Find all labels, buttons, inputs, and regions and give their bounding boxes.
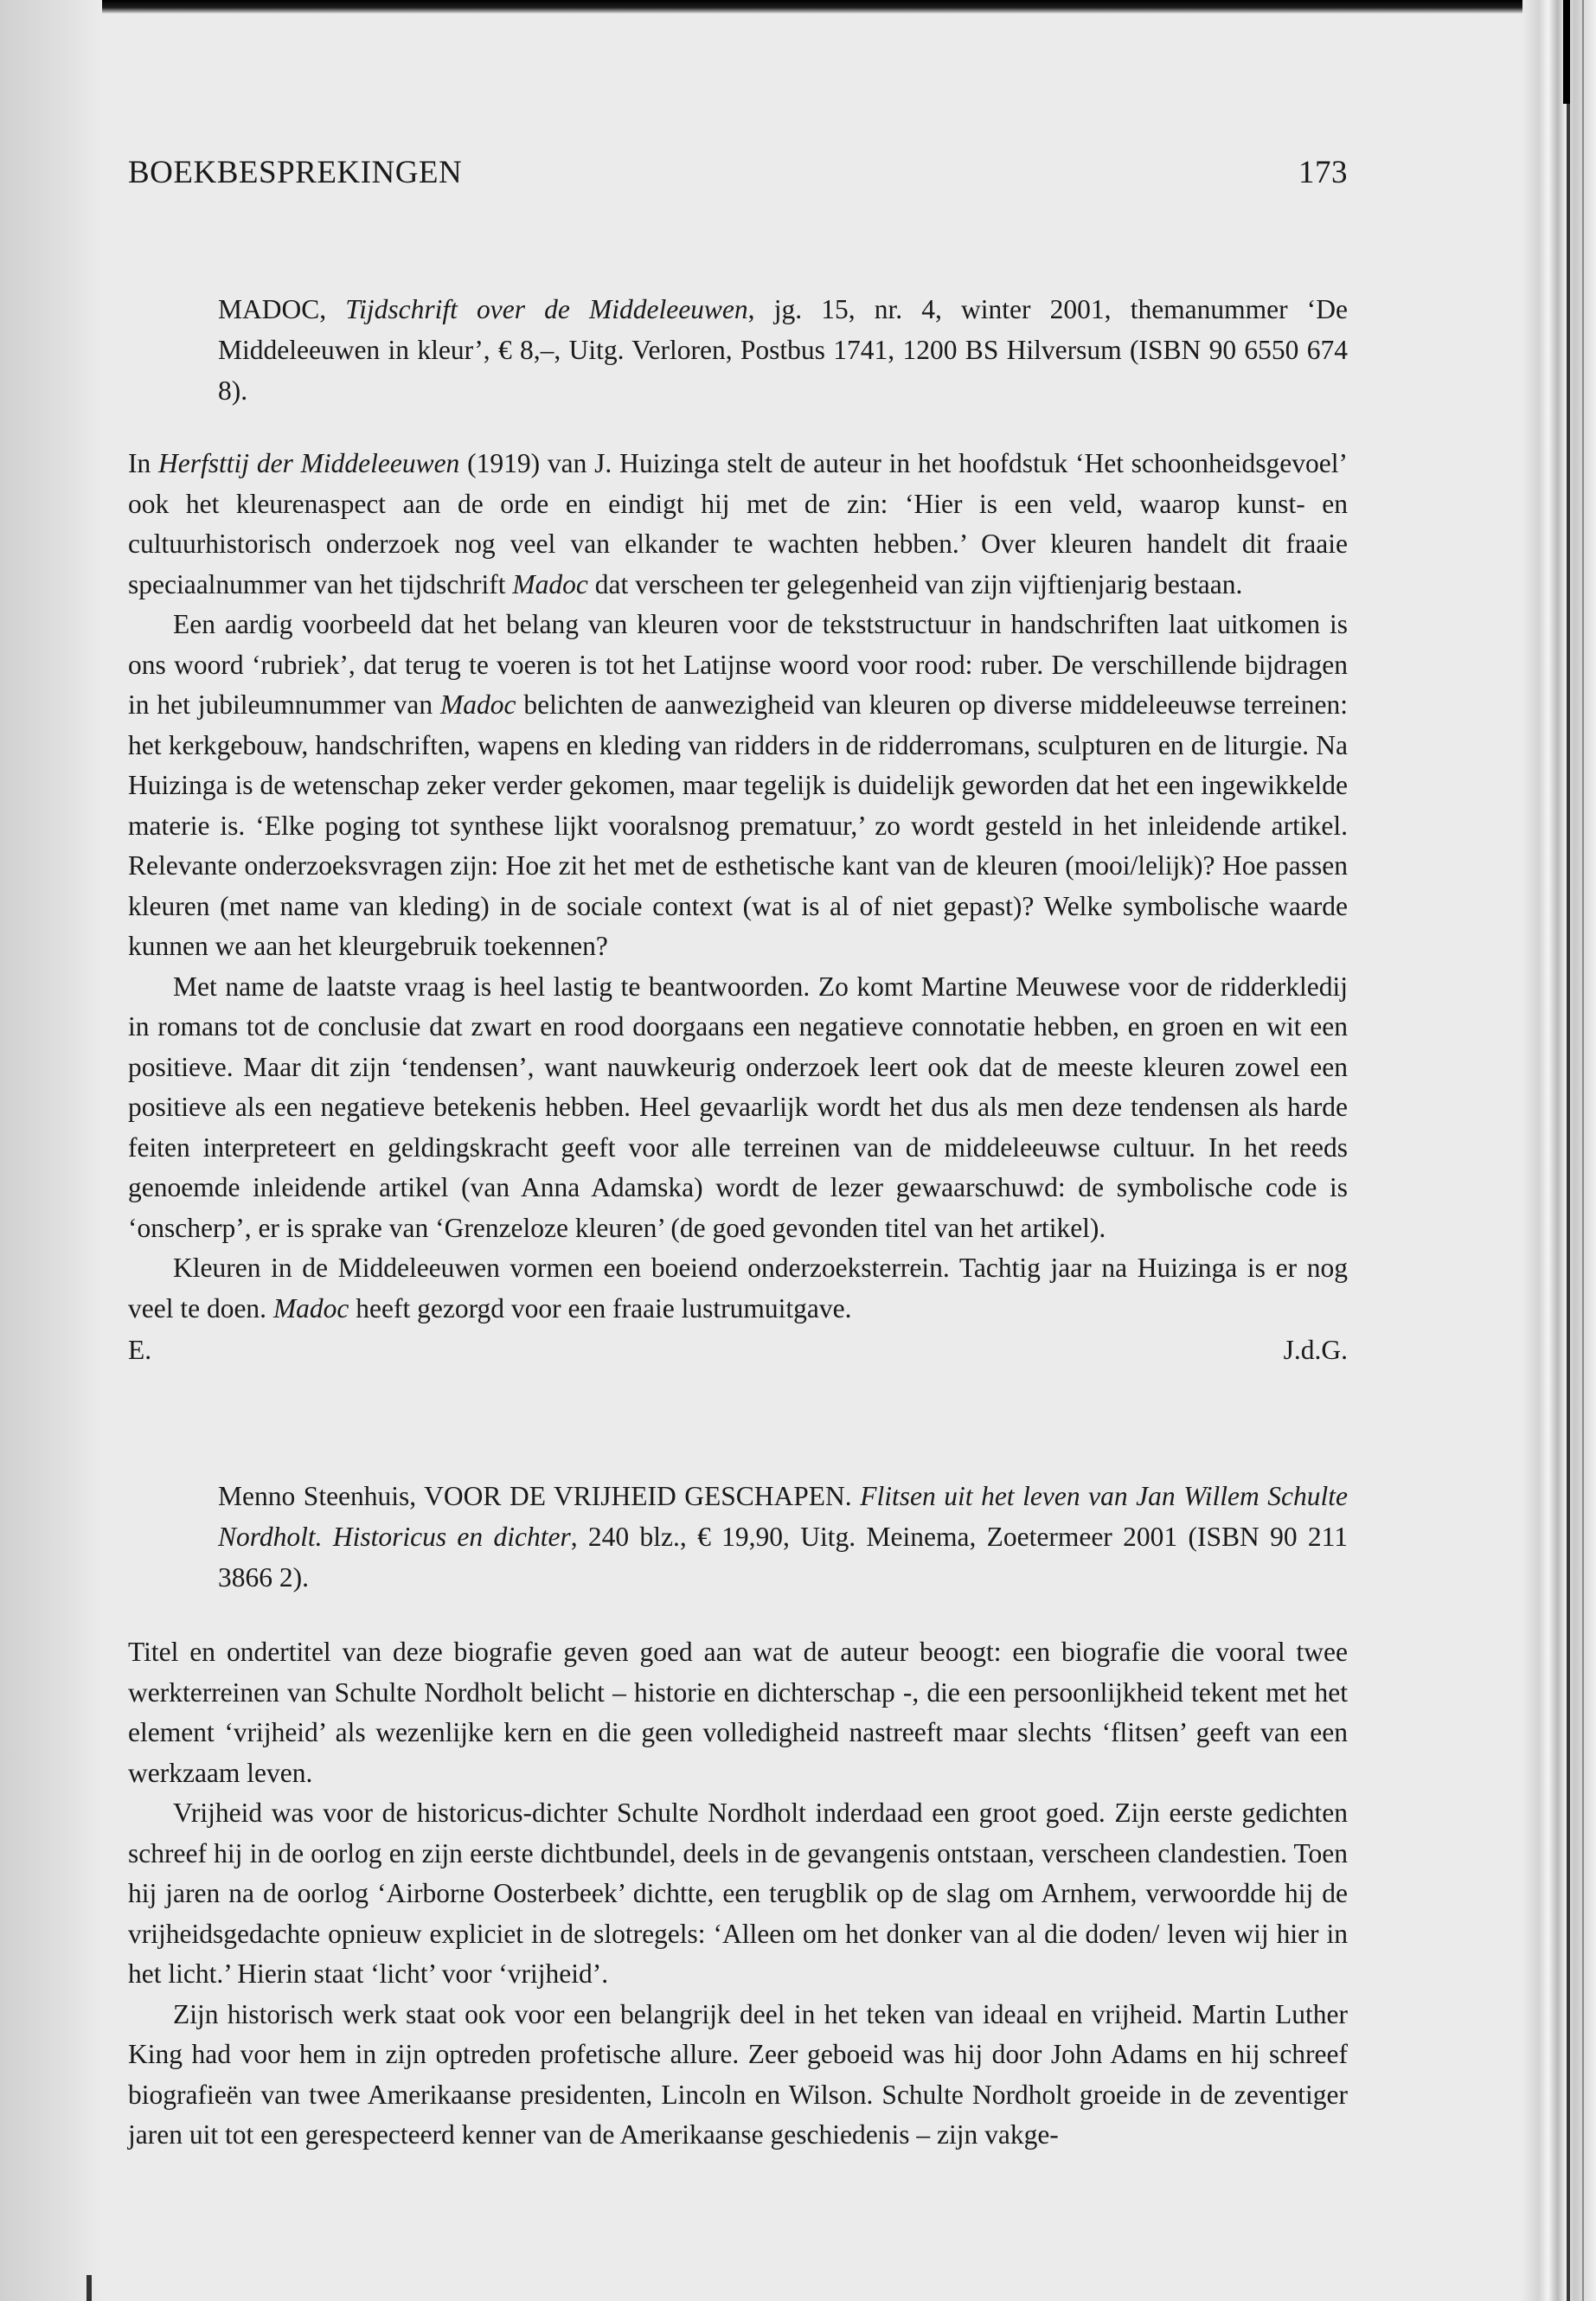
signature-location: E. [128, 1335, 152, 1365]
review-2-paragraph-2 [128, 1793, 1348, 1995]
review-2-paragraph-3 [128, 1995, 1348, 2156]
text-run: MADOC, [218, 294, 346, 324]
italic-text-run: Flitsen uit het leven van Jan Willem Schulte Nordholt. Historicus en dichter [218, 1481, 1348, 1552]
text-run: Titel en ondertitel van deze biografie geven goed aan wat de auteur beoogt: een biografie die vooral twee werkterreinen van Schulte Nordholt belicht – historie en dichterschap -, die een persoonlijkheid tekent met het element ‘vrijheid’ als wezenlijke kern en die geen volledigheid nastreeft maar slechts ‘flitsen’ geeft van een werkzaam leven. [128, 1637, 1348, 1788]
scan-top-edge [0, 0, 1596, 14]
italic-text-run: Tijdschrift over de Middeleeuwen [345, 294, 748, 324]
review-1-paragraph-4 [128, 1248, 1348, 1329]
text-run: Een aardig voorbeeld dat het belang van kleuren voor de tekststructuur in handschriften laat uitkomen is ons woord ‘rubriek’, dat terug te voeren is tot het Latijnse woord voor rood: ruber. De verschillende bijdragen in het jubileumnummer van [128, 609, 1348, 720]
review-1-paragraph-3 [128, 967, 1348, 1249]
text-run: Menno Steenhuis, VOOR DE VRIJHEID GESCHAPEN. [218, 1481, 861, 1511]
text-run: heeft gezorgd voor een fraaie lustrumuitgave. [349, 1292, 852, 1324]
review-1-paragraph-2 [128, 605, 1348, 967]
review-1-signature [128, 1330, 1348, 1370]
book-page [128, 138, 1348, 2156]
text-run: Vrijheid was voor de historicus-dichter Schulte Nordholt inderdaad een groot goed. Zijn eerste gedichten schreef hij in de oorlog en zijn eerste dichtbundel, deels in de gevangenis ontstaan, verscheen clandestien. Toen hij jaren na de oorlog ‘Airborne Oosterbeek’ dichtte, een terugblik op de slag om Arnhem, verwoordde hij de vrijheidsgedachte opnieuw expliciet in de slotregels: ‘Alleen om het donker van al die doden/ leven wij hier in het licht.’ Hierin staat ‘licht’ voor ‘vrijheid’. [128, 1798, 1348, 1989]
text-run: Met name de laatste vraag is heel lastig te beantwoorden. Zo komt Martine Meuwese voor de ridderkledij in romans tot de conclusie dat zwart en rood doorgaans een negatieve connotatie hebben, en groen en wit een positieve. Maar dit zijn ‘tendensen’, want nauwkeurig onderzoek leert ook dat de meeste kleuren zowel een positieve als een negatieve betekenis hebben. Heel gevaarlijk wordt het dus als men deze tendensen als harde feiten interpreteert en geldingskracht geeft voor alle terreinen van de middeleeuwse cultuur. In het reeds genoemde inleidende artikel (van Anna Adamska) wordt de lezer gewaarschuwd: de symbolische code is ‘onscherp’, er is sprake van ‘Grenzeloze kleuren’ (de goed gevonden titel van het artikel). [128, 971, 1348, 1243]
scan-page-edge-line [1582, 0, 1584, 2301]
scan-page-edge-line [1567, 0, 1570, 2301]
italic-text-run: Herfsttij der Middeleeuwen [158, 448, 460, 478]
text-run: Kleuren in de Middeleeuwen vormen een boeiend onderzoeksterrein. Tachtig jaar na Huizinga is er nog veel te doen. [128, 1253, 1348, 1324]
review-1-citation [218, 289, 1348, 411]
text-run: (1919) van J. Huizinga stelt de auteur in het hoofdstuk ‘Het schoonheidsgevoel’ ook het kleurenaspect aan de orde en eindigt hij met de zin: ‘Hier is een veld, waarop kunst- en cultuurhistorisch onderzoek nog veel van elkander te wachten hebben.’ Over kleuren handelt dit fraaie speciaalnummer van het tijdschrift [128, 448, 1348, 599]
scan-spine-shadow [0, 0, 102, 2301]
review-1-paragraph-1 [128, 444, 1348, 605]
scan-bottom-mark [87, 2275, 92, 2301]
signature-initials: J.d.G. [1283, 1335, 1348, 1365]
scan-right-edge [1522, 0, 1596, 2301]
text-run: belichten de aanwezigheid van kleuren op diverse middeleeuwse terreinen: het kerkgebouw, handschriften, wapens en kleding van ridders in de ridderromans, sculpturen en de liturgie. Na Huizinga is de wetenschap zeker verder gekomen, maar tegelijk is duidelijk geworden dat het een ingewikkelde materie is. ‘Elke poging tot synthese lijkt vooralsnog prematuur,’ zo wordt gesteld in het inleidende artikel. Relevante onderzoeksvragen zijn: Hoe zit het met de esthetische kant van de kleuren (mooi/lelijk)? Hoe passen kleuren (met name van kleding) in de sociale context (wat is al of niet gepast)? Welke symbolische waarde kunnen we aan het kleurgebruik toekennen? [128, 689, 1348, 961]
italic-text-run: Madoc [439, 689, 516, 720]
italic-text-run: Madoc [272, 1292, 349, 1324]
review-2-paragraph-1 [128, 1632, 1348, 1793]
running-head-title: BOEKBESPREKINGEN [128, 155, 463, 190]
scan-corner-mark [1563, 0, 1570, 104]
review-2-citation [218, 1476, 1348, 1598]
running-head [128, 138, 1348, 199]
text-run: , jg. 15, nr. 4, winter 2001, themanummer ‘De Middeleeuwen in kleur’, € 8,–, Uitg. Verloren, Postbus 1741, 1200 BS Hilversum (ISBN 90 6550 674 8). [218, 294, 1349, 406]
italic-text-run: Madoc [512, 568, 588, 599]
text-run: , 240 blz., € 19,90, Uitg. Meinema, Zoetermeer 2001 (ISBN 90 211 3866 2). [218, 1522, 1348, 1593]
text-run: dat verscheen ter gelegenheid van zijn vijftienjarig bestaan. [587, 568, 1243, 599]
text-run: In [128, 448, 159, 478]
page-number: 173 [1298, 155, 1348, 190]
text-run: Zijn historisch werk staat ook voor een belangrijk deel in het teken van ideaal en vrijheid. Martin Luther King had voor hem in zijn optreden profetische allure. Zeer geboeid was hij door John Adams en hij schreef biografieën van twee Amerikaanse presidenten, Lincoln en Wilson. Schulte Nordholt groeide in de zeventiger jaren uit tot een gerespecteerd kenner van de Amerikaanse geschiedenis – zijn vakge- [128, 1998, 1348, 2150]
